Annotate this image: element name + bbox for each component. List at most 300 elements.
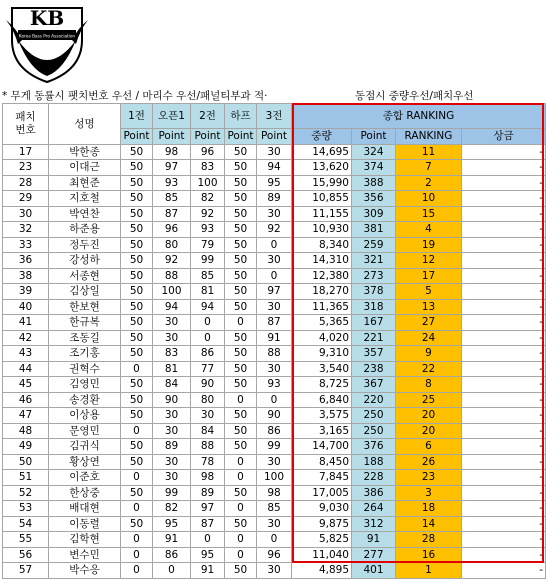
round-2-point-cell: 77: [191, 361, 225, 377]
weight-cell: 14,695: [292, 144, 352, 160]
weight-cell: 13,620: [292, 160, 352, 176]
header-name: 성명: [49, 104, 121, 145]
ranking-cell: 14: [396, 516, 462, 532]
total-point-cell: 381: [352, 222, 396, 238]
patch-number-cell: 39: [3, 284, 49, 300]
prize-cell: -: [462, 547, 546, 563]
weight-cell: 5,365: [292, 315, 352, 331]
name-cell: 하준용: [49, 222, 121, 238]
weight-cell: 3,575: [292, 408, 352, 424]
round-3-point-cell: 100: [257, 470, 292, 486]
round-1-point-cell: 50: [121, 222, 153, 238]
prize-cell: -: [462, 160, 546, 176]
header-point: Point: [225, 129, 257, 145]
round-3-point-cell: 30: [257, 144, 292, 160]
name-cell: 정두진: [49, 237, 121, 253]
table-row: [3, 346, 546, 362]
prize-cell: -: [462, 501, 546, 517]
header-point: Point: [153, 129, 191, 145]
round-1-point-cell: 50: [121, 206, 153, 222]
table-row: [3, 361, 546, 377]
prize-cell: -: [462, 485, 546, 501]
round-open1-point-cell: 88: [153, 268, 191, 284]
weight-cell: 8,725: [292, 377, 352, 393]
round-open1-point-cell: 98: [153, 144, 191, 160]
patch-number-cell: 28: [3, 175, 49, 191]
round-1-point-cell: 0: [121, 470, 153, 486]
note-right: 동점시 중량우선/패치우선: [355, 90, 474, 102]
round-2-point-cell: 80: [191, 392, 225, 408]
patch-number-cell: 51: [3, 470, 49, 486]
round-2-point-cell: 86: [191, 346, 225, 362]
round-3-point-cell: 30: [257, 563, 292, 579]
total-point-cell: 238: [352, 361, 396, 377]
round-half-point-cell: 50: [225, 206, 257, 222]
round-3-point-cell: 95: [257, 175, 292, 191]
prize-cell: -: [462, 532, 546, 548]
prize-cell: -: [462, 175, 546, 191]
ranking-cell: 10: [396, 191, 462, 207]
name-cell: 박수응: [49, 563, 121, 579]
total-point-cell: 220: [352, 392, 396, 408]
header-round-open1: 오픈1: [153, 104, 191, 129]
round-2-point-cell: 96: [191, 144, 225, 160]
round-3-point-cell: 0: [257, 532, 292, 548]
round-2-point-cell: 83: [191, 160, 225, 176]
round-3-point-cell: 91: [257, 330, 292, 346]
round-open1-point-cell: 87: [153, 206, 191, 222]
round-half-point-cell: 0: [225, 532, 257, 548]
weight-cell: 12,380: [292, 268, 352, 284]
round-2-point-cell: 94: [191, 299, 225, 315]
weight-cell: 9,030: [292, 501, 352, 517]
name-cell: 조동길: [49, 330, 121, 346]
header-total-point: Point: [352, 129, 396, 145]
round-open1-point-cell: 96: [153, 222, 191, 238]
round-2-point-cell: 0: [191, 315, 225, 331]
ranking-cell: 2: [396, 175, 462, 191]
weight-cell: 4,020: [292, 330, 352, 346]
round-half-point-cell: 50: [225, 268, 257, 284]
round-3-point-cell: 0: [257, 392, 292, 408]
round-2-point-cell: 95: [191, 547, 225, 563]
patch-number-cell: 30: [3, 206, 49, 222]
table-row: [3, 439, 546, 455]
round-3-point-cell: 85: [257, 501, 292, 517]
round-2-point-cell: 99: [191, 253, 225, 269]
round-2-point-cell: 98: [191, 470, 225, 486]
patch-number-cell: 23: [3, 160, 49, 176]
round-open1-point-cell: 100: [153, 284, 191, 300]
name-cell: 박한종: [49, 144, 121, 160]
prize-cell: -: [462, 408, 546, 424]
round-half-point-cell: 50: [225, 377, 257, 393]
patch-number-cell: 45: [3, 377, 49, 393]
round-1-point-cell: 50: [121, 253, 153, 269]
patch-number-cell: 55: [3, 532, 49, 548]
weight-cell: 4,895: [292, 563, 352, 579]
round-2-point-cell: 87: [191, 516, 225, 532]
ranking-cell: 5: [396, 284, 462, 300]
round-3-point-cell: 97: [257, 284, 292, 300]
round-half-point-cell: 0: [225, 501, 257, 517]
weight-cell: 10,930: [292, 222, 352, 238]
round-half-point-cell: 50: [225, 144, 257, 160]
total-point-cell: 367: [352, 377, 396, 393]
round-half-point-cell: 50: [225, 408, 257, 424]
round-1-point-cell: 50: [121, 516, 153, 532]
ranking-cell: 20: [396, 423, 462, 439]
round-2-point-cell: 0: [191, 532, 225, 548]
round-3-point-cell: 99: [257, 439, 292, 455]
round-1-point-cell: 50: [121, 330, 153, 346]
round-half-point-cell: 50: [225, 563, 257, 579]
round-2-point-cell: 82: [191, 191, 225, 207]
round-2-point-cell: 30: [191, 408, 225, 424]
table-row: [3, 470, 546, 486]
round-open1-point-cell: 81: [153, 361, 191, 377]
round-half-point-cell: 50: [225, 361, 257, 377]
table-row: [3, 330, 546, 346]
prize-cell: -: [462, 392, 546, 408]
weight-cell: 8,340: [292, 237, 352, 253]
round-half-point-cell: 50: [225, 222, 257, 238]
patch-number-cell: 57: [3, 563, 49, 579]
round-half-point-cell: 0: [225, 315, 257, 331]
patch-number-cell: 32: [3, 222, 49, 238]
name-cell: 이동렬: [49, 516, 121, 532]
header-point: Point: [121, 129, 153, 145]
name-cell: 최현준: [49, 175, 121, 191]
patch-number-cell: 50: [3, 454, 49, 470]
table-row: [3, 377, 546, 393]
ranking-cell: 25: [396, 392, 462, 408]
round-3-point-cell: 89: [257, 191, 292, 207]
table-row: [3, 454, 546, 470]
ranking-cell: 28: [396, 532, 462, 548]
ranking-cell: 6: [396, 439, 462, 455]
round-3-point-cell: 93: [257, 377, 292, 393]
total-point-cell: 318: [352, 299, 396, 315]
weight-cell: 18,270: [292, 284, 352, 300]
name-cell: 서종현: [49, 268, 121, 284]
ranking-table: [2, 103, 546, 579]
table-row: [3, 191, 546, 207]
round-1-point-cell: 0: [121, 501, 153, 517]
round-1-point-cell: 50: [121, 439, 153, 455]
round-open1-point-cell: 30: [153, 454, 191, 470]
patch-number-cell: 46: [3, 392, 49, 408]
round-half-point-cell: 50: [225, 516, 257, 532]
table-row: [3, 160, 546, 176]
name-cell: 조기홍: [49, 346, 121, 362]
ranking-cell: 16: [396, 547, 462, 563]
total-point-cell: 250: [352, 408, 396, 424]
prize-cell: -: [462, 144, 546, 160]
round-1-point-cell: 0: [121, 547, 153, 563]
patch-number-cell: 53: [3, 501, 49, 517]
table-row: [3, 299, 546, 315]
prize-cell: -: [462, 330, 546, 346]
total-point-cell: 259: [352, 237, 396, 253]
kb-logo: [4, 0, 90, 84]
round-3-point-cell: 92: [257, 222, 292, 238]
round-half-point-cell: 50: [225, 485, 257, 501]
ranking-cell: 12: [396, 253, 462, 269]
header-round-1: 1전: [121, 104, 153, 129]
weight-cell: 11,365: [292, 299, 352, 315]
ranking-cell: 27: [396, 315, 462, 331]
round-half-point-cell: 50: [225, 253, 257, 269]
ranking-cell: 23: [396, 470, 462, 486]
ranking-cell: 22: [396, 361, 462, 377]
round-open1-point-cell: 30: [153, 330, 191, 346]
table-row: [3, 284, 546, 300]
total-point-cell: 356: [352, 191, 396, 207]
logo-letters: KB: [29, 6, 65, 30]
ranking-cell: 3: [396, 485, 462, 501]
round-half-point-cell: 50: [225, 299, 257, 315]
name-cell: 변수민: [49, 547, 121, 563]
table-row: [3, 237, 546, 253]
round-1-point-cell: 0: [121, 532, 153, 548]
round-3-point-cell: 30: [257, 361, 292, 377]
total-point-cell: 250: [352, 423, 396, 439]
note-left: * 무게 동률시 팻치번호 우선 / 마리수 우선/패널티부과 적·: [2, 90, 268, 102]
round-2-point-cell: 100: [191, 175, 225, 191]
ranking-cell: 9: [396, 346, 462, 362]
table-row: [3, 315, 546, 331]
name-cell: 김학현: [49, 532, 121, 548]
round-half-point-cell: 50: [225, 346, 257, 362]
round-1-point-cell: 50: [121, 284, 153, 300]
header-point: Point: [257, 129, 292, 145]
patch-number-cell: 49: [3, 439, 49, 455]
name-cell: 김귀식: [49, 439, 121, 455]
header-round-half: 하프: [225, 104, 257, 129]
round-2-point-cell: 92: [191, 206, 225, 222]
round-3-point-cell: 88: [257, 346, 292, 362]
name-cell: 이준호: [49, 470, 121, 486]
total-point-cell: 357: [352, 346, 396, 362]
prize-cell: -: [462, 299, 546, 315]
weight-cell: 3,540: [292, 361, 352, 377]
round-2-point-cell: 89: [191, 485, 225, 501]
round-1-point-cell: 0: [121, 423, 153, 439]
table-row: [3, 253, 546, 269]
round-2-point-cell: 81: [191, 284, 225, 300]
round-1-point-cell: 50: [121, 346, 153, 362]
round-2-point-cell: 85: [191, 268, 225, 284]
table-row: [3, 485, 546, 501]
weight-cell: 9,310: [292, 346, 352, 362]
round-2-point-cell: 93: [191, 222, 225, 238]
total-point-cell: 309: [352, 206, 396, 222]
round-open1-point-cell: 30: [153, 315, 191, 331]
name-cell: 김상일: [49, 284, 121, 300]
round-open1-point-cell: 89: [153, 439, 191, 455]
patch-number-cell: 43: [3, 346, 49, 362]
header-round-3: 3전: [257, 104, 292, 129]
total-point-cell: 273: [352, 268, 396, 284]
ranking-cell: 15: [396, 206, 462, 222]
round-open1-point-cell: 86: [153, 547, 191, 563]
weight-cell: 9,875: [292, 516, 352, 532]
round-half-point-cell: 50: [225, 439, 257, 455]
round-2-point-cell: 88: [191, 439, 225, 455]
patch-number-cell: 52: [3, 485, 49, 501]
header-weight: 중량: [292, 129, 352, 145]
ranking-cell: 24: [396, 330, 462, 346]
round-open1-point-cell: 0: [153, 563, 191, 579]
prize-cell: -: [462, 516, 546, 532]
round-half-point-cell: 50: [225, 423, 257, 439]
table-row: [3, 501, 546, 517]
round-open1-point-cell: 92: [153, 253, 191, 269]
table-row: [3, 268, 546, 284]
round-1-point-cell: 50: [121, 237, 153, 253]
prize-cell: -: [462, 346, 546, 362]
round-open1-point-cell: 85: [153, 191, 191, 207]
round-3-point-cell: 90: [257, 408, 292, 424]
prize-cell: -: [462, 222, 546, 238]
round-3-point-cell: 98: [257, 485, 292, 501]
total-point-cell: 401: [352, 563, 396, 579]
round-1-point-cell: 50: [121, 392, 153, 408]
name-cell: 이대근: [49, 160, 121, 176]
round-half-point-cell: 0: [225, 392, 257, 408]
ranking-cell: 26: [396, 454, 462, 470]
patch-number-cell: 42: [3, 330, 49, 346]
weight-cell: 11,155: [292, 206, 352, 222]
round-2-point-cell: 97: [191, 501, 225, 517]
round-1-point-cell: 50: [121, 175, 153, 191]
table-row: [3, 144, 546, 160]
weight-cell: 11,040: [292, 547, 352, 563]
ranking-cell: 11: [396, 144, 462, 160]
header-patch-number: 패치 번호: [3, 104, 49, 145]
total-point-cell: 264: [352, 501, 396, 517]
patch-number-cell: 40: [3, 299, 49, 315]
total-point-cell: 277: [352, 547, 396, 563]
round-1-point-cell: 50: [121, 299, 153, 315]
weight-cell: 14,700: [292, 439, 352, 455]
total-point-cell: 228: [352, 470, 396, 486]
table-row: [3, 206, 546, 222]
prize-cell: -: [462, 284, 546, 300]
round-3-point-cell: 0: [257, 237, 292, 253]
name-cell: 지호철: [49, 191, 121, 207]
round-3-point-cell: 87: [257, 315, 292, 331]
round-3-point-cell: 30: [257, 516, 292, 532]
name-cell: 황상연: [49, 454, 121, 470]
round-3-point-cell: 0: [257, 268, 292, 284]
name-cell: 문영민: [49, 423, 121, 439]
prize-cell: -: [462, 423, 546, 439]
round-2-point-cell: 0: [191, 330, 225, 346]
round-1-point-cell: 50: [121, 268, 153, 284]
total-point-cell: 386: [352, 485, 396, 501]
round-1-point-cell: 50: [121, 191, 153, 207]
round-open1-point-cell: 83: [153, 346, 191, 362]
round-1-point-cell: 50: [121, 315, 153, 331]
round-half-point-cell: 0: [225, 547, 257, 563]
round-1-point-cell: 50: [121, 377, 153, 393]
patch-number-cell: 33: [3, 237, 49, 253]
round-open1-point-cell: 30: [153, 470, 191, 486]
round-half-point-cell: 50: [225, 175, 257, 191]
round-half-point-cell: 50: [225, 237, 257, 253]
total-point-cell: 321: [352, 253, 396, 269]
name-cell: 한규복: [49, 315, 121, 331]
ranking-cell: 1: [396, 563, 462, 579]
table-row: [3, 408, 546, 424]
ranking-cell: 13: [396, 299, 462, 315]
prize-cell: -: [462, 454, 546, 470]
weight-cell: 8,450: [292, 454, 352, 470]
round-half-point-cell: 50: [225, 191, 257, 207]
ranking-cell: 17: [396, 268, 462, 284]
round-3-point-cell: 86: [257, 423, 292, 439]
round-2-point-cell: 90: [191, 377, 225, 393]
patch-number-cell: 44: [3, 361, 49, 377]
name-cell: 김영민: [49, 377, 121, 393]
round-3-point-cell: 96: [257, 547, 292, 563]
round-1-point-cell: 0: [121, 361, 153, 377]
total-point-cell: 376: [352, 439, 396, 455]
prize-cell: -: [462, 563, 546, 579]
round-1-point-cell: 50: [121, 160, 153, 176]
name-cell: 이상용: [49, 408, 121, 424]
table-row: [3, 222, 546, 238]
patch-number-cell: 29: [3, 191, 49, 207]
round-2-point-cell: 91: [191, 563, 225, 579]
round-open1-point-cell: 80: [153, 237, 191, 253]
header-prize: 상금: [462, 129, 546, 145]
ranking-cell: 18: [396, 501, 462, 517]
weight-cell: 15,990: [292, 175, 352, 191]
round-open1-point-cell: 97: [153, 160, 191, 176]
weight-cell: 10,855: [292, 191, 352, 207]
prize-cell: -: [462, 268, 546, 284]
header-ranking: RANKING: [396, 129, 462, 145]
name-cell: 송경환: [49, 392, 121, 408]
total-point-cell: 312: [352, 516, 396, 532]
prize-cell: -: [462, 206, 546, 222]
round-half-point-cell: 0: [225, 470, 257, 486]
patch-number-cell: 54: [3, 516, 49, 532]
round-2-point-cell: 84: [191, 423, 225, 439]
table-row: [3, 392, 546, 408]
weight-cell: 6,840: [292, 392, 352, 408]
round-open1-point-cell: 99: [153, 485, 191, 501]
patch-number-cell: 38: [3, 268, 49, 284]
header-point: Point: [191, 129, 225, 145]
name-cell: 배대현: [49, 501, 121, 517]
total-point-cell: 324: [352, 144, 396, 160]
round-half-point-cell: 50: [225, 330, 257, 346]
total-point-cell: 188: [352, 454, 396, 470]
total-point-cell: 221: [352, 330, 396, 346]
ranking-table-body: [3, 144, 546, 578]
name-cell: 강성하: [49, 253, 121, 269]
ranking-cell: 20: [396, 408, 462, 424]
name-cell: 박연찬: [49, 206, 121, 222]
ranking-cell: 4: [396, 222, 462, 238]
round-2-point-cell: 78: [191, 454, 225, 470]
round-1-point-cell: 0: [121, 563, 153, 579]
round-open1-point-cell: 90: [153, 392, 191, 408]
